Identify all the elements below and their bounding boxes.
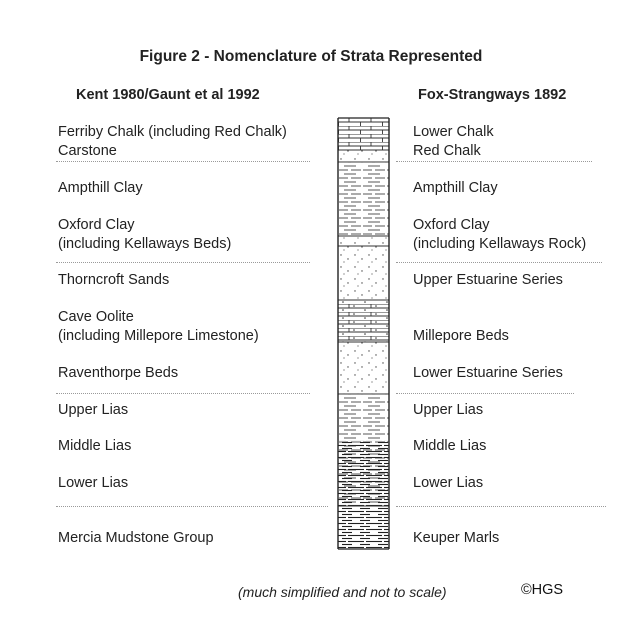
left-label-lower-lias: Lower Lias bbox=[58, 475, 129, 491]
mercia-mudstone-bed bbox=[338, 506, 389, 549]
left-label-oxford-clay: Oxford Clay bbox=[58, 217, 135, 233]
footnote: (much simplified and not to scale) bbox=[238, 584, 447, 600]
right-label-kellaways-rock: (including Kellaways Rock) bbox=[413, 236, 587, 252]
left-label-cave-oolite: Cave Oolite bbox=[58, 309, 134, 325]
right-label-lower-lias: Lower Lias bbox=[413, 475, 484, 491]
left-label-ferriby-chalk: Ferriby Chalk (including Red Chalk) bbox=[58, 124, 287, 140]
right-label-upper-lias: Upper Lias bbox=[413, 402, 484, 418]
header-fox-strangways: Fox-Strangways 1892 bbox=[418, 87, 567, 103]
left-label-mercia-mudstone: Mercia Mudstone Group bbox=[58, 530, 214, 546]
cave-oolite-bed bbox=[338, 300, 389, 342]
right-label-upper-estuarine: Upper Estuarine Series bbox=[413, 272, 563, 288]
clay-bed bbox=[338, 162, 389, 236]
right-label-red-chalk: Red Chalk bbox=[413, 143, 481, 159]
right-label-oxford-clay: Oxford Clay bbox=[413, 217, 490, 233]
left-label-middle-lias: Middle Lias bbox=[58, 438, 132, 454]
left-label-thorncroft-sands: Thorncroft Sands bbox=[58, 272, 170, 288]
kellaways-bed bbox=[338, 236, 389, 246]
left-label-kellaways-beds: (including Kellaways Beds) bbox=[58, 236, 232, 252]
left-label-upper-lias: Upper Lias bbox=[58, 402, 129, 418]
right-label-millepore-beds: Millepore Beds bbox=[413, 328, 509, 344]
thorncroft-sands-bed bbox=[338, 246, 389, 300]
right-label-middle-lias: Middle Lias bbox=[413, 438, 487, 454]
right-label-ampthill-clay: Ampthill Clay bbox=[413, 180, 498, 196]
figure-title: Figure 2 - Nomenclature of Strata Represented bbox=[139, 48, 483, 65]
raventhorpe-bed bbox=[338, 342, 389, 394]
right-label-keuper-marls: Keuper Marls bbox=[413, 530, 500, 546]
lower-lias-bed bbox=[338, 440, 389, 506]
header-kent-gaunt: Kent 1980/Gaunt et al 1992 bbox=[76, 87, 260, 103]
copyright-notice: ©HGS bbox=[521, 582, 564, 598]
left-label-carstone: Carstone bbox=[58, 143, 117, 159]
left-label-millepore-limestone: (including Millepore Limestone) bbox=[58, 328, 259, 344]
chalk-bed bbox=[338, 118, 389, 150]
carstone-bed bbox=[338, 150, 389, 162]
right-label-lower-chalk: Lower Chalk bbox=[413, 124, 494, 140]
left-label-raventhorpe-beds: Raventhorpe Beds bbox=[58, 365, 179, 381]
right-label-lower-estuarine: Lower Estuarine Series bbox=[413, 365, 563, 381]
left-label-ampthill-clay: Ampthill Clay bbox=[58, 180, 143, 196]
